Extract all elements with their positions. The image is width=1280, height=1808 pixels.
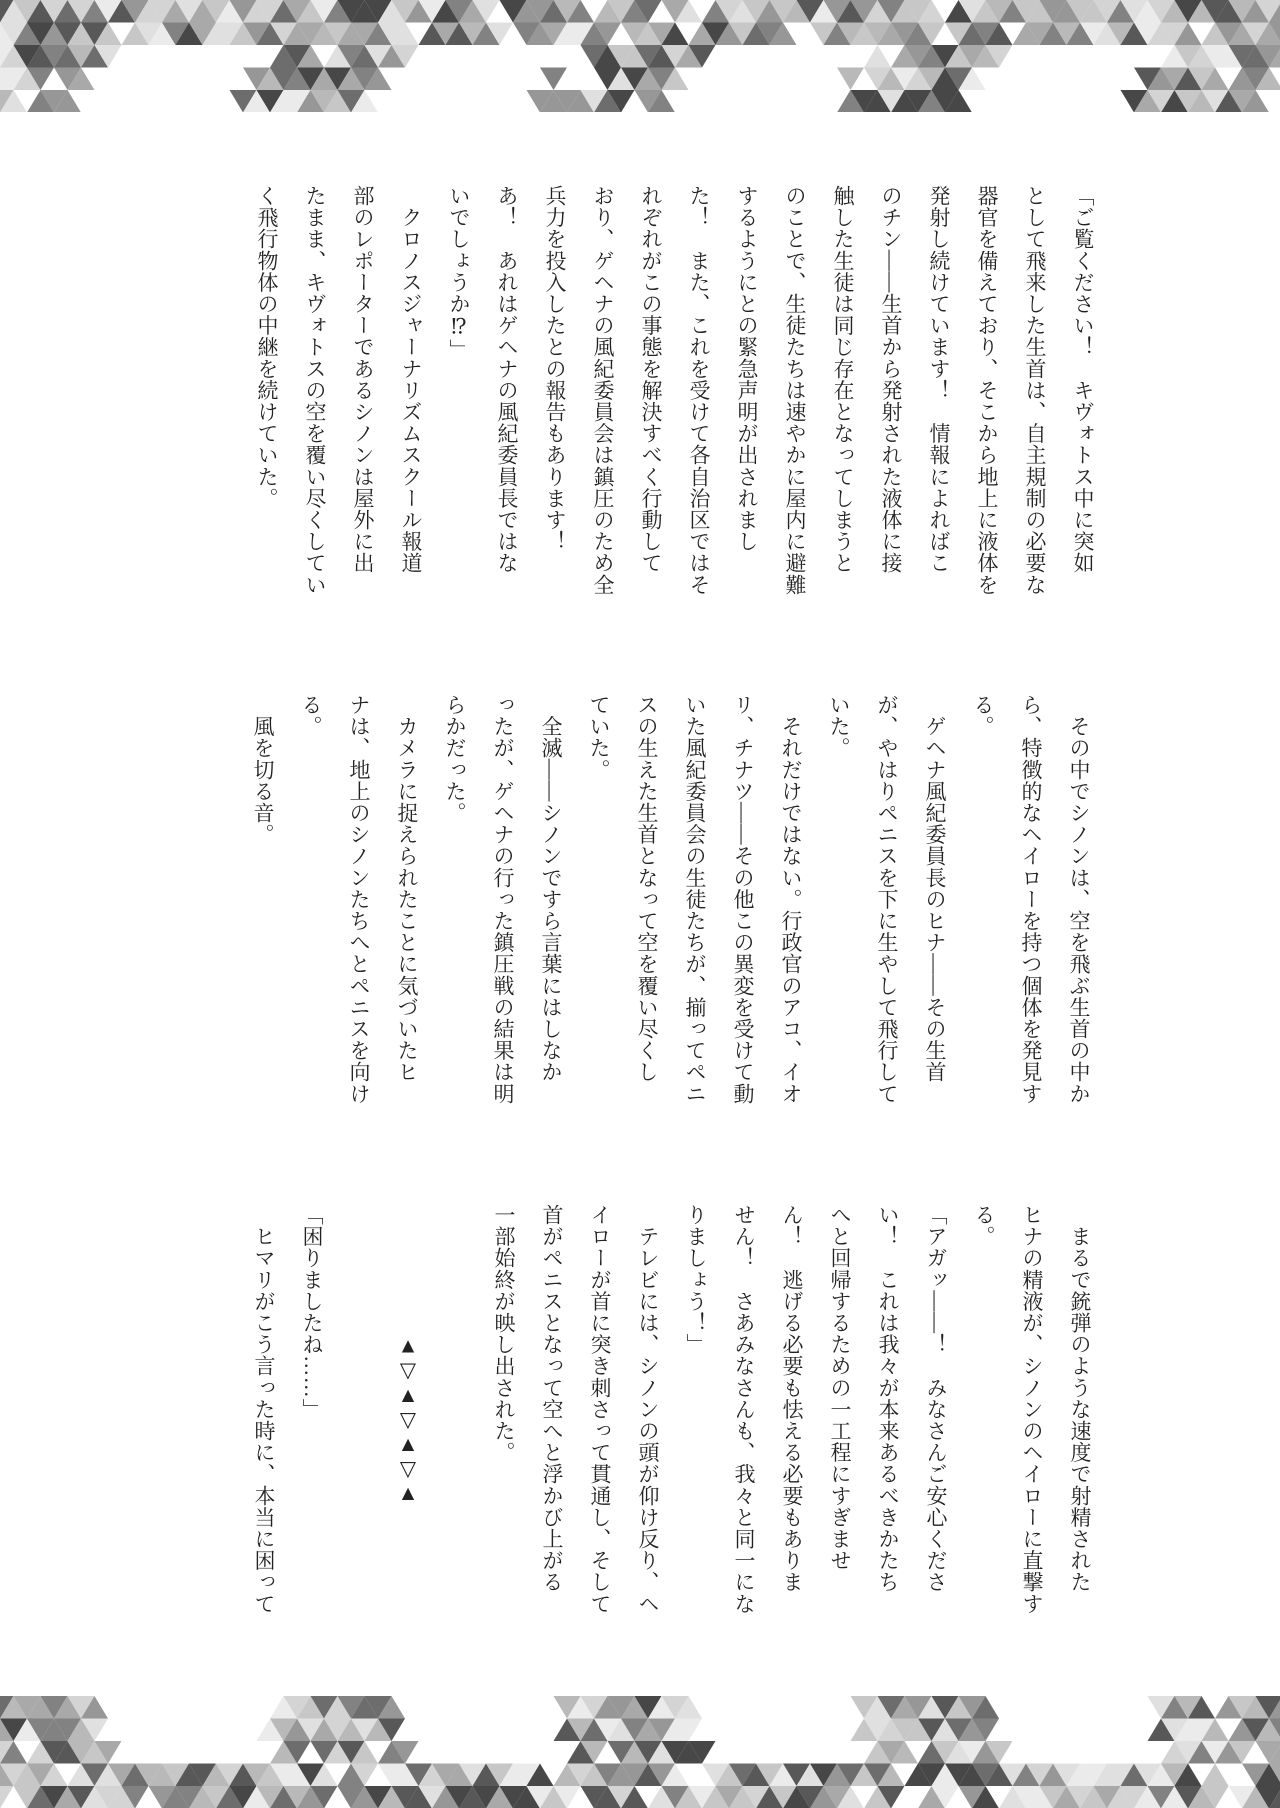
text-line: いた。 (827, 694, 851, 759)
text-line: 一部始終が映し出された。 (492, 1204, 516, 1464)
triangle-tile (540, 68, 567, 91)
text-line: 「アガッ――！ みなさんご安心くださ (924, 1204, 948, 1593)
text-line: として飛来した生首は、自主規制の必要な (1023, 185, 1047, 596)
text-line: クロノスジャーナリズムスクール報道 (399, 185, 423, 574)
text-line: 「困りましたね……」 (300, 1204, 324, 1420)
text-block-bottom (240, 1204, 1104, 1628)
text-line: い！ これは我々が本来あるべきかたち (876, 1204, 900, 1593)
triangle-tile (0, 1786, 14, 1808)
text-block-opening (243, 185, 1107, 609)
text-line: が、やはりペニスを下に生やして飛行して (875, 694, 899, 1105)
text-line: ヒナの精液が、シノンのヘイローに直撃す (1020, 1204, 1044, 1615)
text-line: たまま、キヴォトスの空を覆い尽くしてい (303, 185, 327, 596)
triangle-border-top (0, 0, 1280, 112)
text-line: いた風紀委員会の生徒たちが、揃ってペニ (683, 694, 707, 1105)
text-line: 部のレポーターであるシノンは屋外に出 (351, 185, 375, 574)
text-line: 兵力を投入したとの報告もあります！ (543, 185, 567, 553)
text-line: あ！ あれはゲヘナの風紀委員長ではな (495, 185, 519, 574)
triangle-tile (864, 45, 891, 68)
text-line: へと回帰するための一工程にすぎませ (828, 1204, 852, 1572)
text-line: スの生えた生首となって空を覆い尽くし (635, 694, 659, 1083)
text-line: 発射し続けています！ 情報によればこ (927, 185, 951, 574)
text-line: テレビには、シノンの頭が仰け反り、ヘ (636, 1204, 660, 1615)
text-line: ん！ 逃げる必要も怯える必要もありま (780, 1204, 804, 1593)
text-line: リ、チナツ――その他この異変を受けて動 (731, 694, 755, 1105)
triangle-border-bottom (0, 1696, 1280, 1808)
text-line: 風を切る音。 (251, 694, 275, 846)
text-line: その中でシノンは、空を飛ぶ生首の中か (1067, 694, 1091, 1105)
text-line: ら、特徴的なヘイローを持つ個体を発見す (1019, 694, 1043, 1105)
text-line: ゲヘナ風紀委員長のヒナ――その生首 (923, 694, 947, 1083)
text-line: ナは、地上のシノンたちへとペニスを向け (347, 694, 371, 1105)
text-line: りましょう！」 (684, 1204, 708, 1356)
triangle-tile (837, 68, 864, 91)
text-line: おり、ゲヘナの風紀委員会は鎮圧のため全 (591, 185, 615, 596)
text-line (336, 1204, 384, 1628)
text-line: のことで、生徒たちは速やかに屋内に避難 (783, 185, 807, 596)
text-line: る。 (299, 694, 323, 738)
text-line: 全滅――シノンですら言葉にはしなか (539, 694, 563, 1083)
triangle-tile (1202, 1764, 1229, 1787)
text-line: カメラに捉えられたことに気づいたヒ (395, 694, 419, 1083)
text-line: いでしょうか⁉」 (447, 185, 471, 361)
text-line: 器官を備えており、そこから地上に液体を (975, 185, 999, 596)
text-line: それだけではない。行政官のアコ、イオ (779, 694, 803, 1105)
text-line: のチン――生首から発射された液体に接 (879, 185, 903, 574)
text-line: イローが首に突き刺さって貫通し、そして (588, 1204, 612, 1615)
text-line: 首がペニスとなって空へと浮かび上がる (540, 1204, 564, 1593)
text-line: る。 (971, 694, 995, 738)
text-line: 触した生徒は同じ存在となってしまうと (831, 185, 855, 574)
text-line: するようにとの緊急声明が出されまし (735, 185, 759, 553)
text-block-middle (239, 694, 1103, 1118)
text-line (432, 1204, 480, 1628)
text-line: ったが、ゲヘナの行った鎮圧戦の結果は明 (491, 694, 515, 1105)
text-line: 「ご覧ください！ キヴォトス中に突如 (1071, 185, 1095, 574)
text-line: た！ また、これを受けて各自治区ではそ (687, 185, 711, 596)
text-line: ていた。 (587, 694, 611, 781)
text-line: せん！ さあみなさんも、我々と同一にな (732, 1204, 756, 1615)
text-line: らかだった。 (443, 694, 467, 824)
text-line: れぞれがこの事態を解決すべく行動して (639, 185, 663, 574)
text-line: ヒマリがこう言った時に、本当に困って (252, 1204, 276, 1615)
scene-separator: ▲▽▲▽▲▽▲ (396, 1204, 420, 1506)
text-line: まるで銃弾のような速度で射精された (1068, 1204, 1092, 1593)
text-line: く飛行物体の中継を続けていた。 (255, 185, 279, 509)
text-line: る。 (972, 1204, 996, 1248)
